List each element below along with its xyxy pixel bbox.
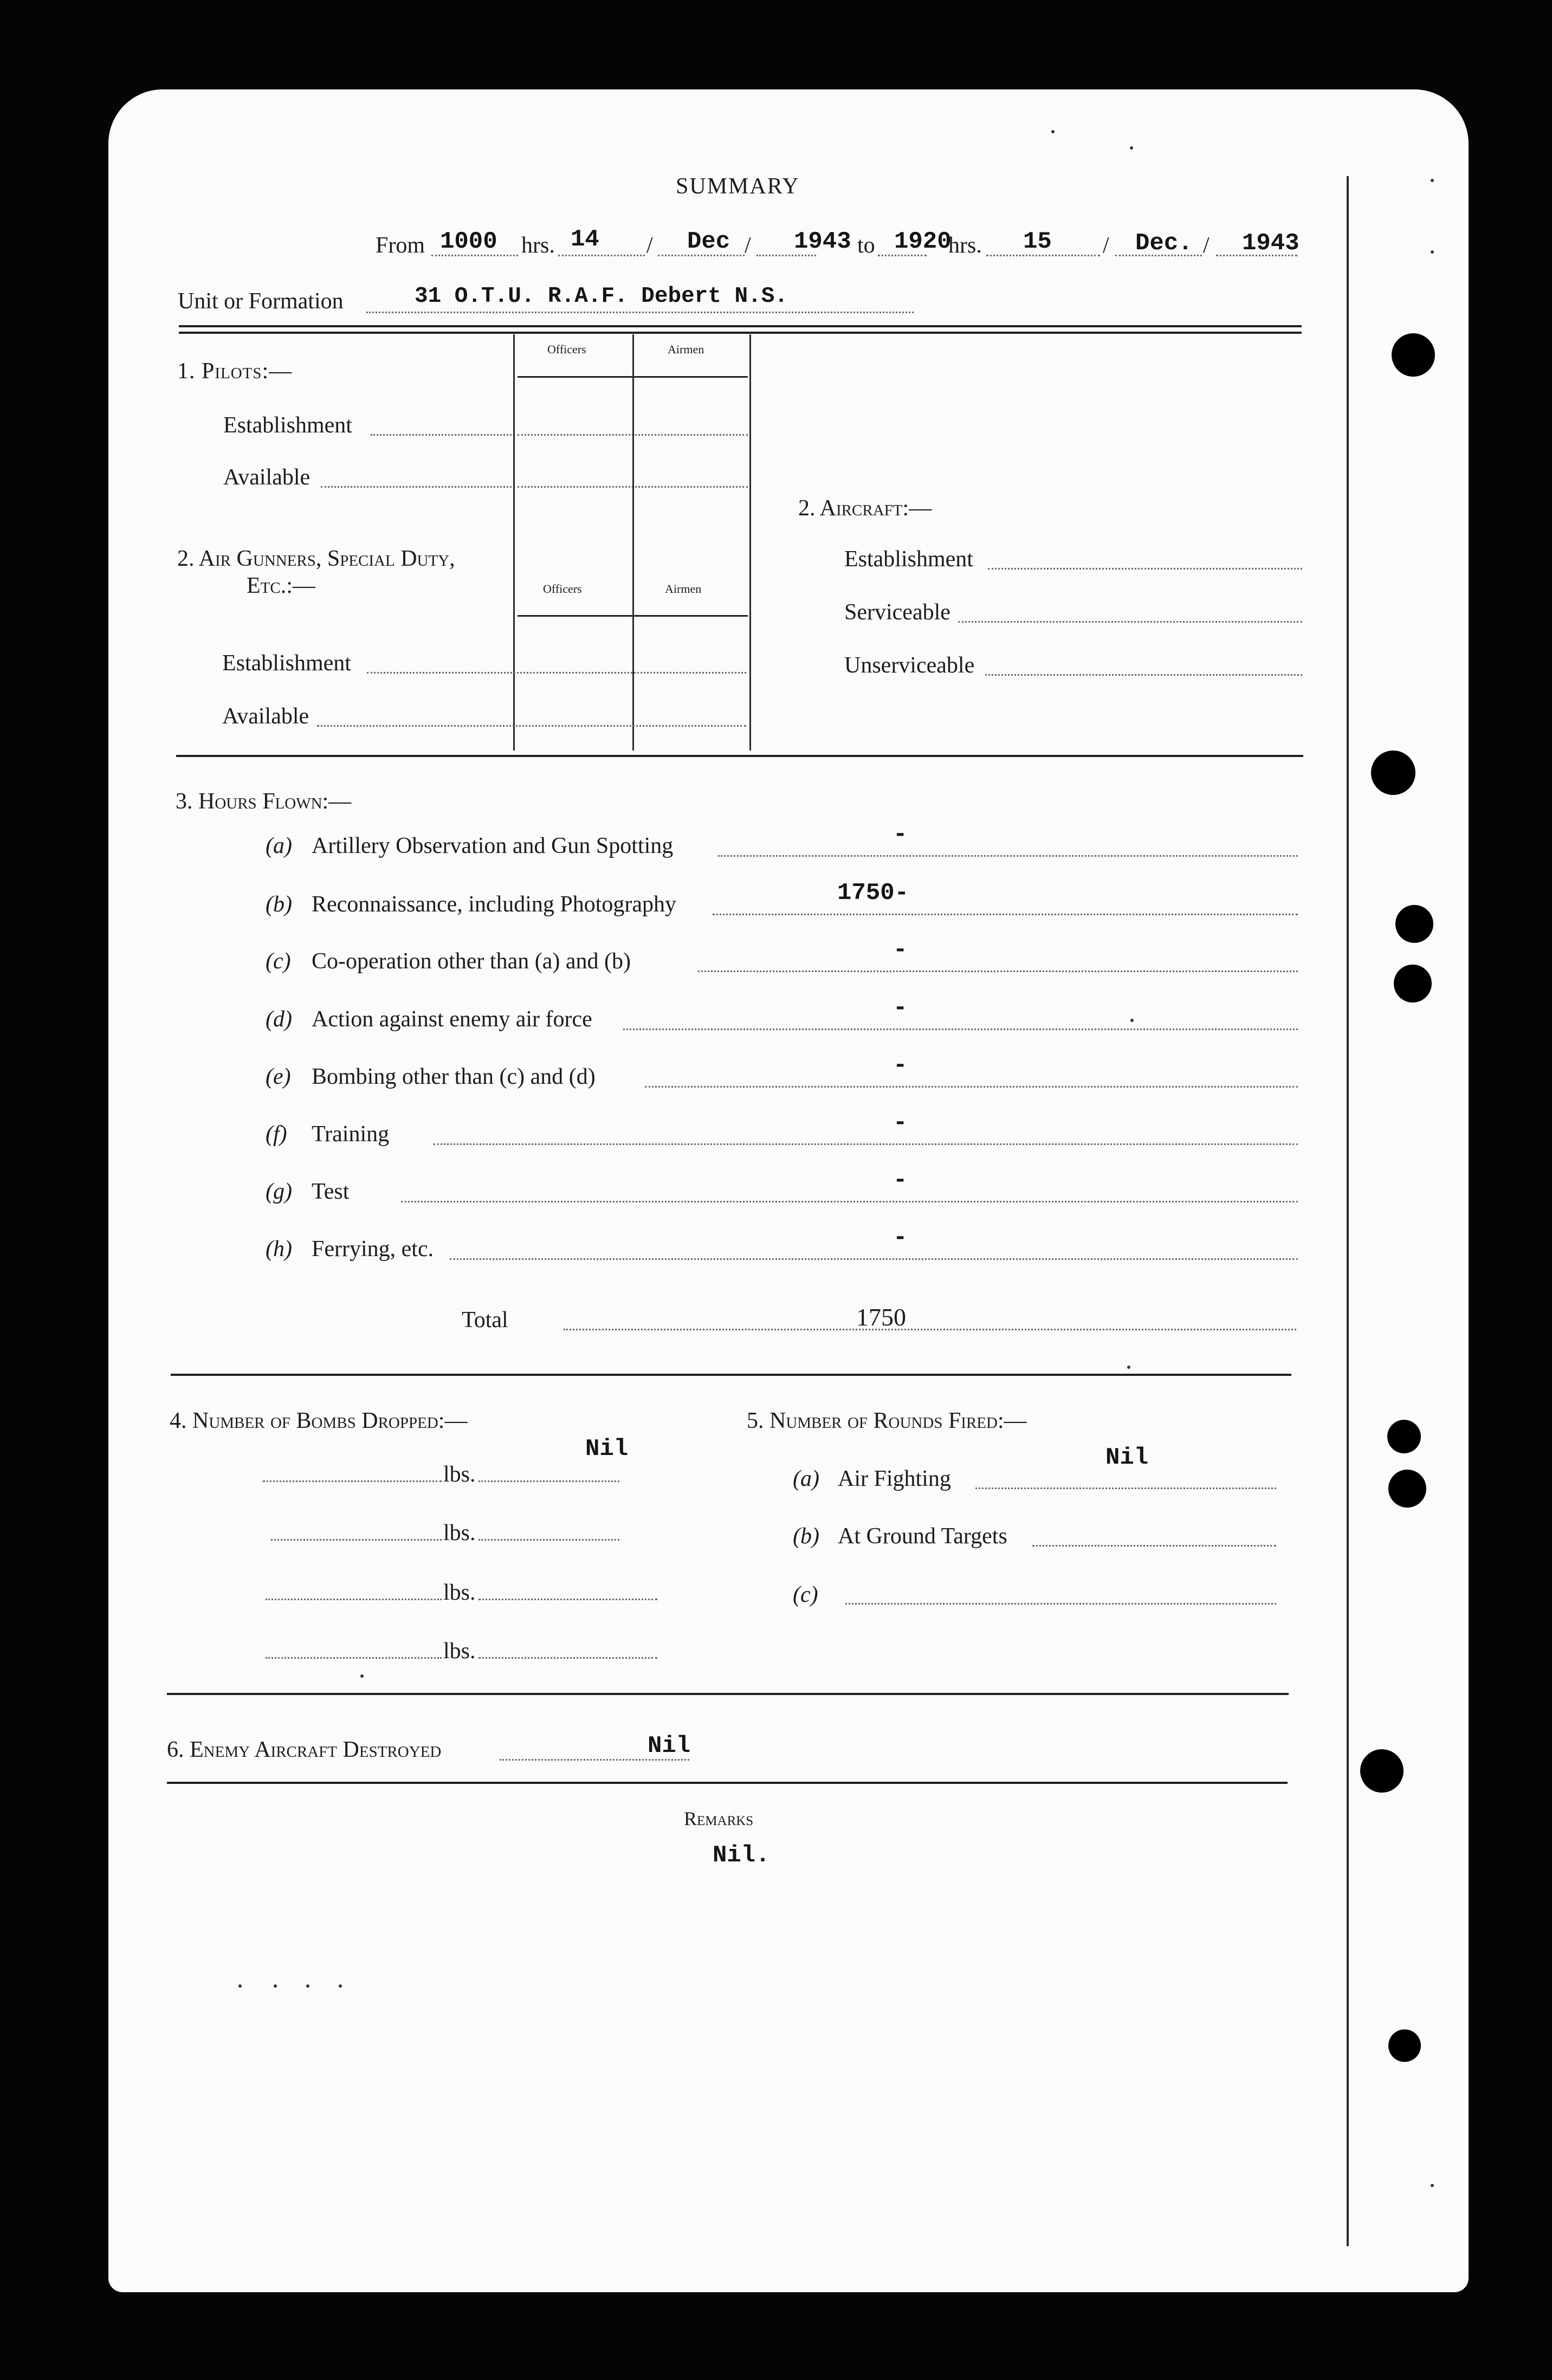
gunners-establishment-label: Establishment <box>222 651 351 676</box>
page-title: SUMMARY <box>676 174 800 199</box>
to-year: 1943 <box>1242 230 1299 257</box>
hours-item-letter: (e) <box>266 1064 291 1089</box>
pilots-heading: 1. Pilots:— <box>177 359 293 384</box>
hours-item-value: - <box>893 936 908 963</box>
hours-item-letter: (b) <box>266 892 292 917</box>
hours-item-label: Reconnaissance, including Photography <box>312 892 677 917</box>
remarks-value: Nil. <box>713 1842 770 1869</box>
hours-total-value: 1750 <box>856 1303 906 1331</box>
enemy-destroyed-value: Nil <box>648 1732 691 1760</box>
rounds-a-letter: (a) <box>793 1466 819 1491</box>
aircraft-unserviceable-label: Unserviceable <box>844 653 975 678</box>
aircraft-establishment-label: Establishment <box>844 547 973 572</box>
hours-item-value: - <box>893 821 908 848</box>
to-day: 15 <box>1023 228 1052 255</box>
gunners-heading-1: 2. Air Gunners, Special Duty, <box>177 546 455 571</box>
pilots-col-airmen: Airmen <box>668 342 704 356</box>
punch-hole <box>1388 2029 1421 2062</box>
pilots-establishment-label: Establishment <box>223 413 352 438</box>
pilots-available-label: Available <box>223 465 311 490</box>
remarks-heading: Remarks <box>684 1808 754 1829</box>
hours-item-label: Co-operation other than (a) and (b) <box>312 949 631 974</box>
bombs-lbs-4: lbs. <box>443 1639 476 1664</box>
from-month: Dec <box>687 228 730 255</box>
bombs-heading: 4. Number of Bombs Dropped:— <box>170 1408 468 1433</box>
pilots-col-officers: Officers <box>547 342 586 356</box>
from-day: 14 <box>571 226 599 253</box>
hours-item-value: - <box>893 1224 908 1251</box>
hours-item-value: 1750- <box>837 879 909 907</box>
rounds-heading: 5. Number of Rounds Fired:— <box>747 1408 1027 1433</box>
hours-item-value: - <box>893 994 908 1021</box>
rounds-a-label: Air Fighting <box>838 1466 951 1491</box>
hours-total-label: Total <box>462 1308 508 1333</box>
from-time: 1000 <box>440 228 497 255</box>
hours-item-label: Ferrying, etc. <box>312 1237 434 1262</box>
unit-value: 31 O.T.U. R.A.F. Debert N.S. <box>415 284 788 309</box>
bombs-lbs-2: lbs. <box>443 1521 476 1545</box>
punch-hole <box>1387 1420 1421 1453</box>
gunners-heading-2: Etc.:— <box>247 573 315 598</box>
to-month: Dec. <box>1135 230 1193 257</box>
from-year: 1943 <box>794 228 851 255</box>
rounds-value: Nil <box>1105 1444 1149 1471</box>
aircraft-heading: 2. Aircraft:— <box>798 496 932 521</box>
unit-label: Unit or Formation <box>178 289 344 314</box>
bombs-value: Nil <box>585 1435 629 1463</box>
hours-item-letter: (f) <box>266 1122 287 1147</box>
hours-item-label: Action against enemy air force <box>312 1007 592 1032</box>
punch-hole <box>1392 333 1435 377</box>
hours-item-label: Artillery Observation and Gun Spotting <box>312 833 674 858</box>
hours-item-label: Test <box>312 1179 350 1204</box>
bombs-lbs-3: lbs. <box>443 1580 476 1605</box>
hours-item-label: Training <box>312 1122 390 1147</box>
hours-flown-heading: 3. Hours Flown:— <box>176 789 352 814</box>
punch-hole <box>1371 751 1415 795</box>
hours-item-letter: (d) <box>266 1007 292 1032</box>
gunners-available-label: Available <box>222 704 309 729</box>
hours-item-letter: (h) <box>266 1237 292 1262</box>
to-hrs-label: hrs. <box>948 233 982 258</box>
punch-hole <box>1394 965 1432 1003</box>
gunners-col-officers: Officers <box>543 582 582 596</box>
bombs-lbs-1: lbs. <box>443 1462 476 1487</box>
from-label: From <box>376 233 425 258</box>
hours-item-value: - <box>893 1167 908 1194</box>
gunners-col-airmen: Airmen <box>665 582 702 596</box>
punch-hole <box>1388 1470 1426 1508</box>
enemy-destroyed-label: 6. Enemy Aircraft Destroyed <box>167 1737 442 1762</box>
to-label: to <box>857 233 875 258</box>
hours-item-label: Bombing other than (c) and (d) <box>312 1064 596 1089</box>
rounds-b-label: At Ground Targets <box>838 1524 1007 1549</box>
rounds-b-letter: (b) <box>793 1524 819 1549</box>
to-time: 1920 <box>894 228 952 255</box>
hours-item-value: - <box>893 1052 908 1079</box>
aircraft-serviceable-label: Serviceable <box>844 600 950 625</box>
hours-item-letter: (c) <box>266 949 291 974</box>
from-hrs-label: hrs. <box>521 233 555 258</box>
hours-item-value: - <box>893 1109 908 1136</box>
hours-item-letter: (g) <box>266 1179 292 1204</box>
rounds-c-letter: (c) <box>793 1582 818 1607</box>
punch-hole <box>1360 1749 1404 1793</box>
punch-hole <box>1395 905 1433 943</box>
hours-item-letter: (a) <box>266 833 292 858</box>
